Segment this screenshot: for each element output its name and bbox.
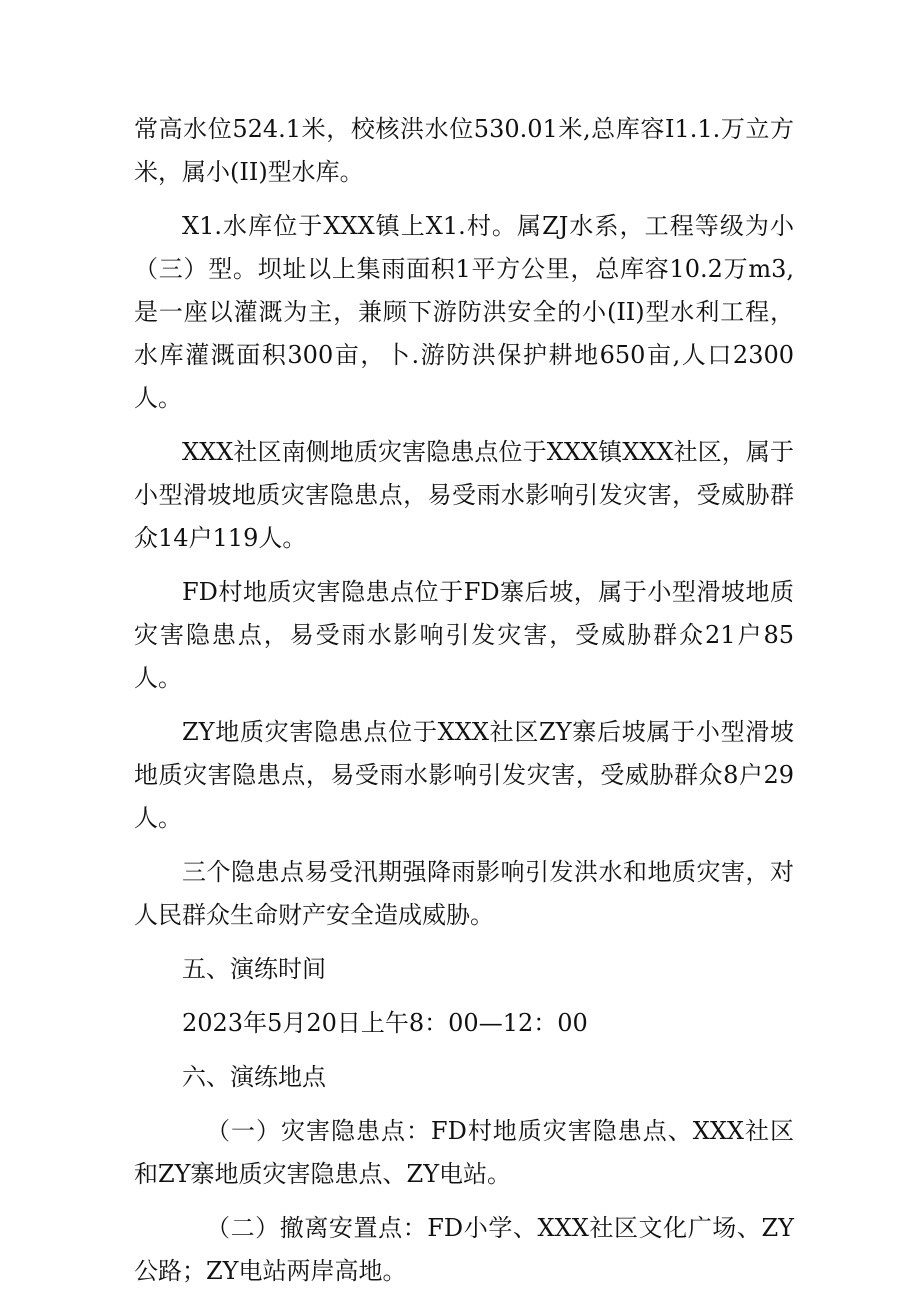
paragraph-xxx-community-hazard: XXX社区南侧地质灾害隐患点位于XXX镇XXX社区，属于小型滑坡地质灾害隐患点，易受雨水影响引发灾害，受威胁群众14户119人。	[134, 438, 794, 552]
paragraph-hazard-summary: 三个隐患点易受汛期强降雨影响引发洪水和地质灾害，对人民群众生命财产安全造成威胁。	[134, 858, 794, 929]
paragraph-x1-reservoir: X1.水库位于XXX镇上X1.村。属ZJ水系，工程等级为小（三）型。坝址以上集雨面积1平方公里，总库容10.2万m3,是一座以灌溉为主，兼顾下游防洪安全的小(II)型水利工程，水库灌溉面积300亩，卜.游防洪保护耕地650亩,人口2300人。	[134, 212, 794, 412]
paragraph-evacuation-sites: （二）撤离安置点：FD小学、XXX社区文化广场、ZY公路；ZY电站两岸高地。	[134, 1214, 794, 1285]
paragraph-drill-time-value: 2023年5月20日上午8：00—12：00	[182, 1009, 588, 1037]
heading-drill-time: 五、演练时间	[182, 955, 326, 983]
paragraph-hazard-locations: （一）灾害隐患点：FD村地质灾害隐患点、XXX社区和ZY寨地质灾害隐患点、ZY电站。	[134, 1117, 794, 1188]
document-body	[134, 108, 794, 1304]
paragraph-reservoir-water-level: 常高水位524.1米，校核洪水位530.01米,总库容I1.1.万立方米，属小(II)型水库。	[134, 115, 794, 186]
paragraph-zy-hazard: ZY地质灾害隐患点位于XXX社区ZY寨后坡属于小型滑坡地质灾害隐患点，易受雨水影响引发灾害，受威胁群众8户29人。	[134, 718, 794, 832]
heading-drill-location: 六、演练地点	[182, 1063, 326, 1091]
paragraph-fd-village-hazard: FD村地质灾害隐患点位于FD寨后坡，属于小型滑坡地质灾害隐患点，易受雨水影响引发灾害，受威胁群众21户85人。	[134, 578, 794, 692]
